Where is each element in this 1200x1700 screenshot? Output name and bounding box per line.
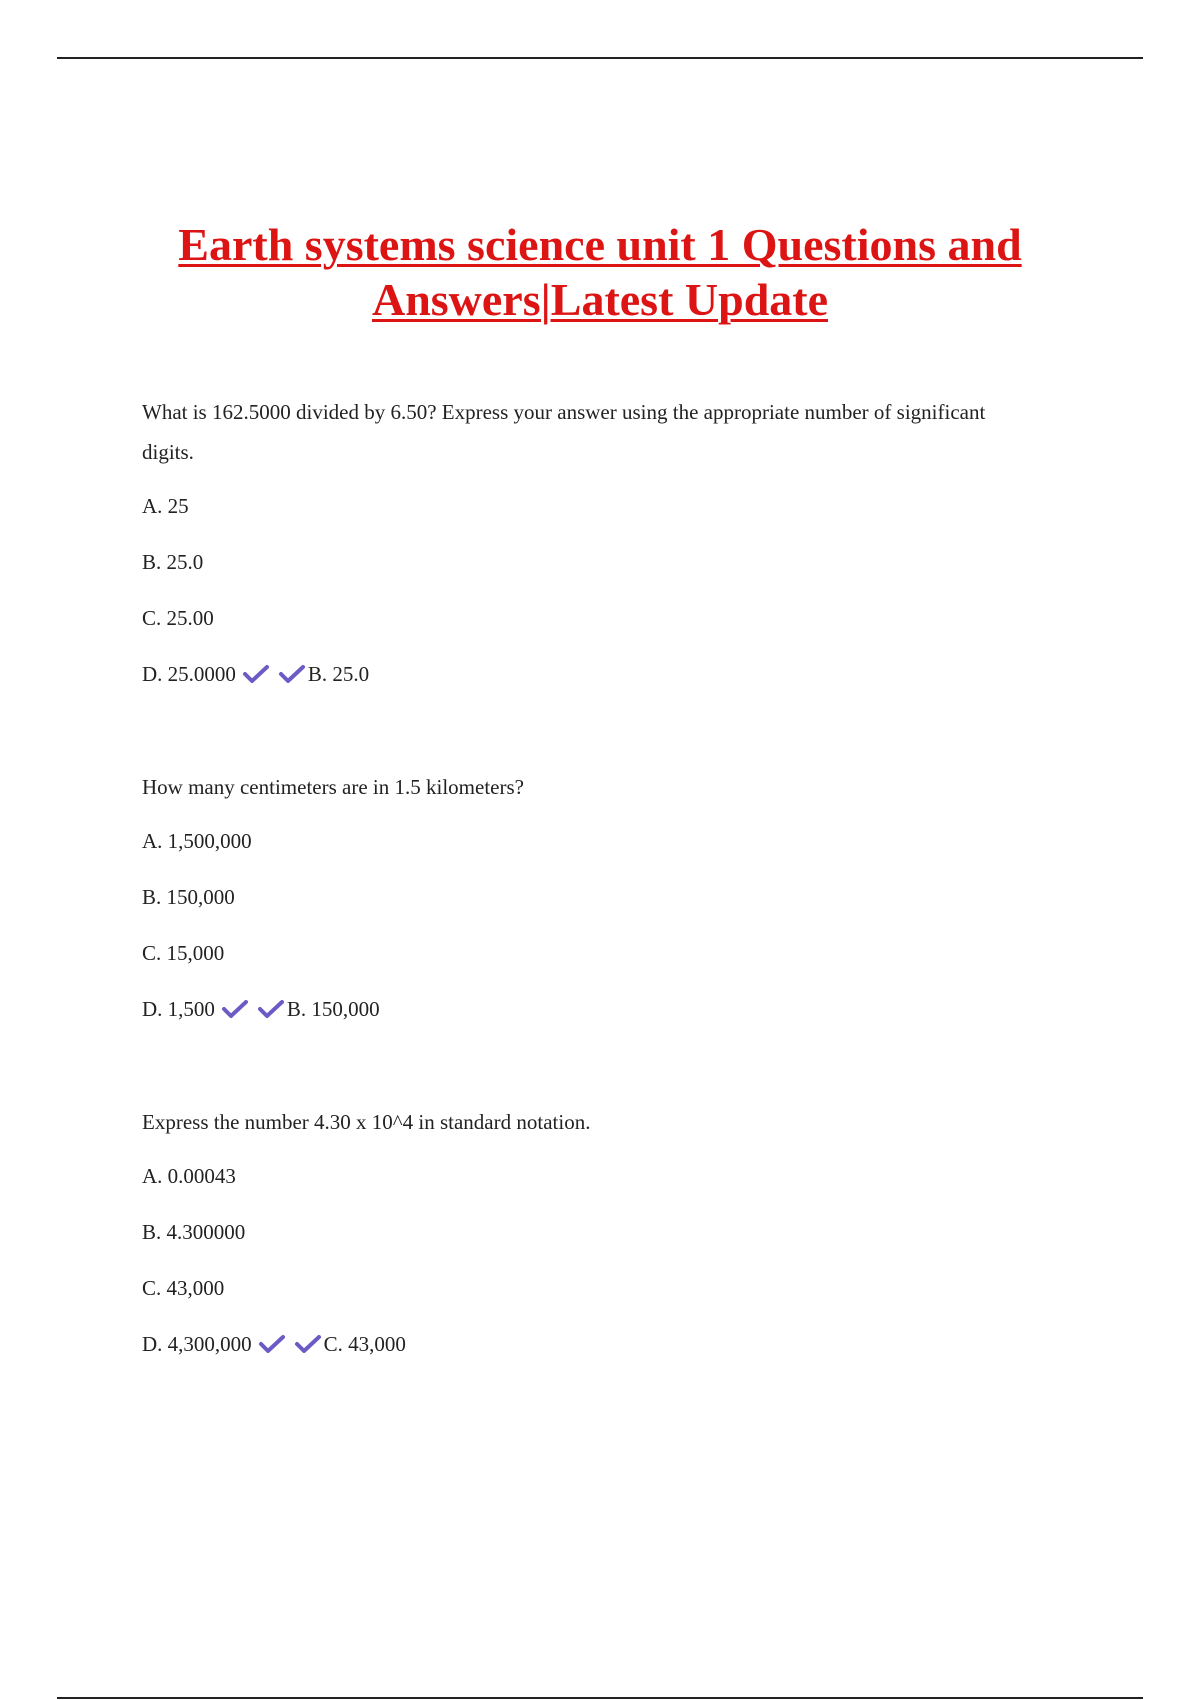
correct-answer: B. 150,000 (286, 997, 380, 1021)
option-b: B. 25.0 (142, 550, 204, 574)
option-d-with-answer (142, 654, 1042, 694)
question-block-3 (142, 1102, 1042, 1364)
footer-rule (57, 1697, 1143, 1699)
checkmark-icon (221, 998, 249, 1020)
checkmark-icon (258, 1333, 286, 1355)
option-c: C. 15,000 (142, 941, 225, 965)
option-c: C. 43,000 (142, 1276, 225, 1300)
option-b: B. 4.300000 (142, 1220, 246, 1244)
question-text: How many centimeters are in 1.5 kilometers? (142, 775, 524, 799)
option-a: A. 25 (142, 494, 189, 518)
question-text: Express the number 4.30 x 10^4 in standard notation. (142, 1110, 591, 1134)
option-d: D. 1,500 (142, 997, 215, 1021)
option-c: C. 25.00 (142, 606, 214, 630)
checkmark-icon (278, 663, 306, 685)
title-line-2: Answers|Latest Update (371, 274, 829, 325)
header-rule (57, 57, 1143, 59)
question-block-1 (142, 392, 1042, 694)
option-a: A. 0.00043 (142, 1164, 236, 1188)
option-d: D. 4,300,000 (142, 1332, 252, 1356)
document-title (100, 217, 1100, 327)
correct-answer: C. 43,000 (323, 1332, 406, 1356)
title-line-1: Earth systems science unit 1 Questions and (178, 219, 1022, 270)
question-block-2 (142, 767, 1042, 1029)
checkmark-icon (242, 663, 270, 685)
question-text: What is 162.5000 divided by 6.50? Express your answer using the appropriate number of significant digits. (142, 400, 986, 464)
correct-answer: B. 25.0 (307, 662, 370, 686)
option-d-with-answer (142, 1324, 1042, 1364)
option-a: A. 1,500,000 (142, 829, 252, 853)
questions-list (142, 392, 1042, 1380)
option-b: B. 150,000 (142, 885, 235, 909)
option-d: D. 25.0000 (142, 662, 236, 686)
checkmark-icon (294, 1333, 322, 1355)
checkmark-icon (257, 998, 285, 1020)
option-d-with-answer (142, 989, 1042, 1029)
